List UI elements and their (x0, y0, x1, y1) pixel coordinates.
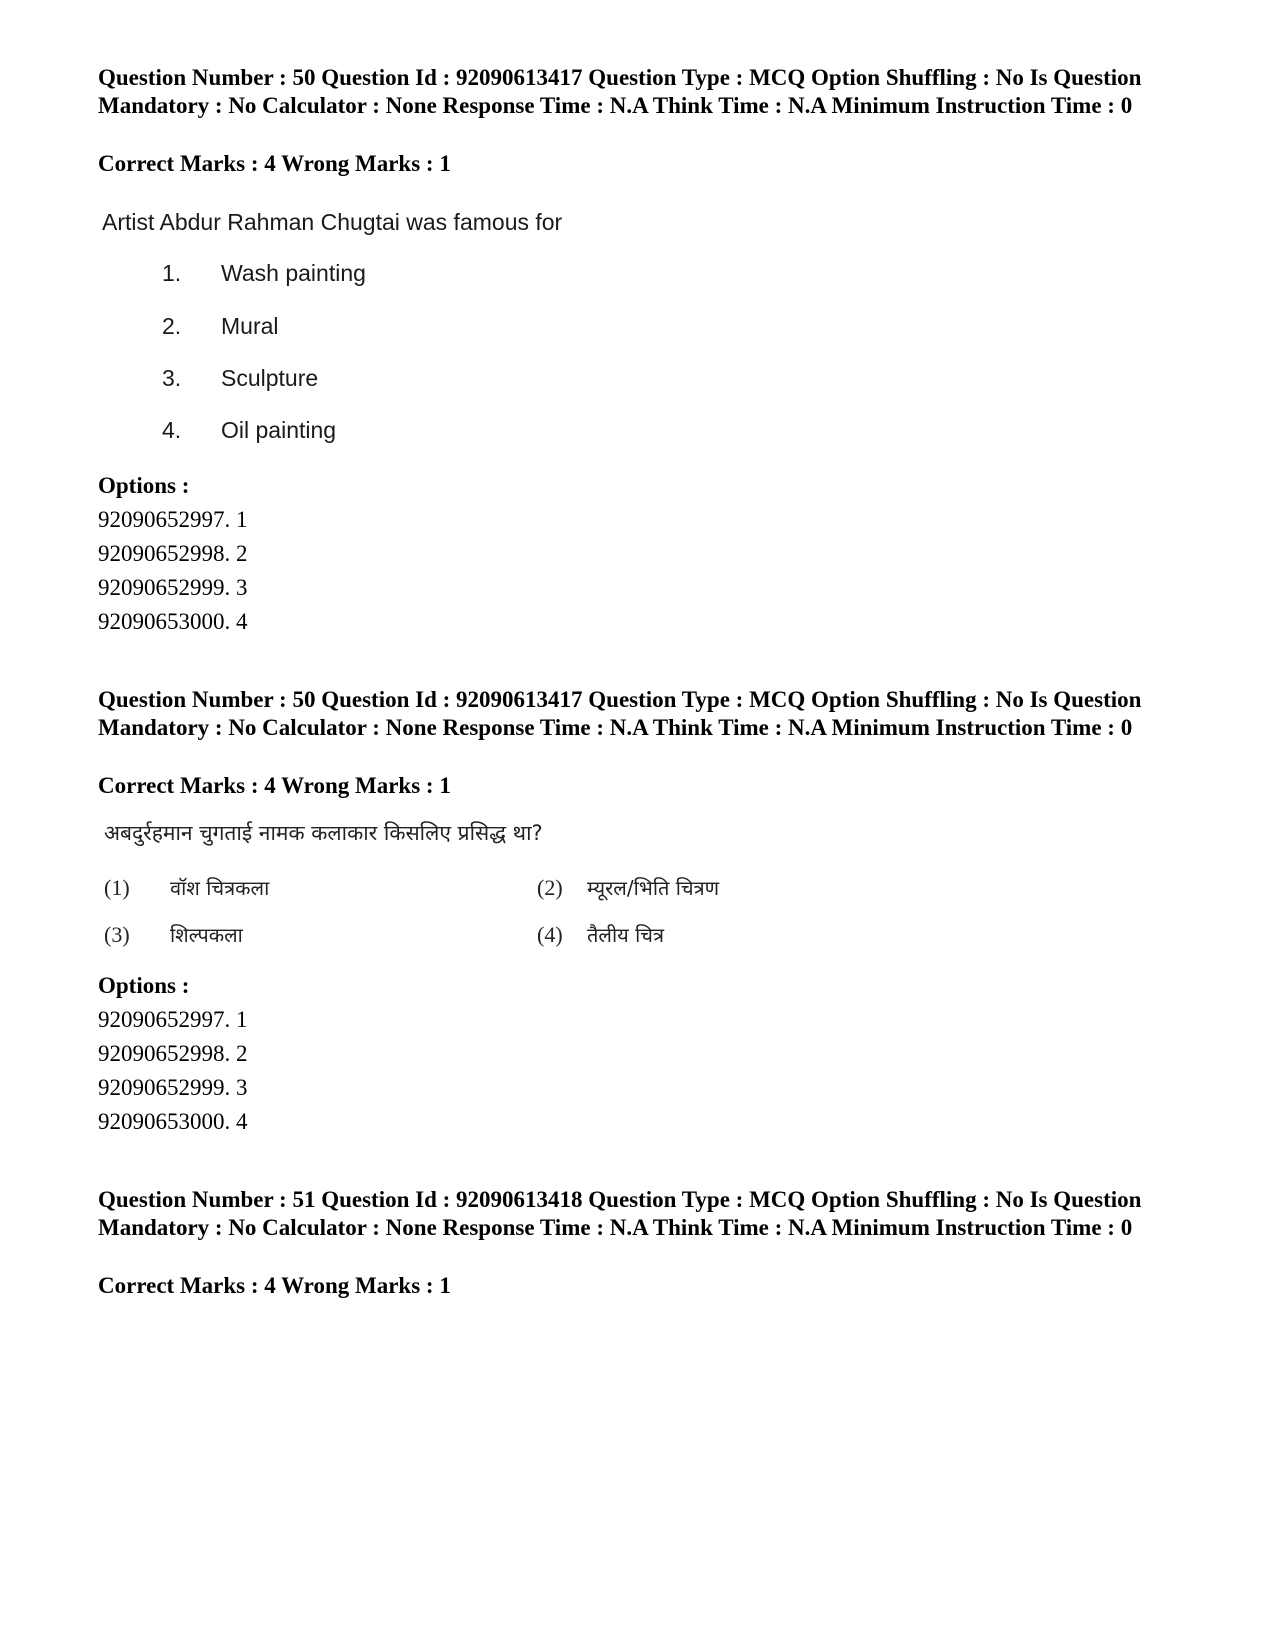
choice-number: (1) (104, 875, 130, 900)
choice-text: Mural (221, 313, 279, 339)
choice-text: तैलीय चित्र (587, 923, 665, 947)
choice-number: 4. (162, 417, 182, 443)
question-meta: Question Number : 50 Question Id : 92090613417 Question Type : MCQ Option Shuffling : No Is Question Mandatory : No Calculator : None Response Time : N.A Think Time : N.A Minimum Instruction Time : 0 (98, 65, 1142, 118)
question-text: Artist Abdur Rahman Chugtai was famous for (102, 209, 563, 235)
option-item: 92090652998. 2 (98, 1041, 248, 1066)
choice-text: Sculpture (221, 365, 319, 391)
choice-number: 3. (162, 365, 182, 391)
choice-text: Wash painting (221, 260, 366, 286)
question-meta: Question Number : 50 Question Id : 92090613417 Question Type : MCQ Option Shuffling : No Is Question Mandatory : No Calculator : None Response Time : N.A Think Time : N.A Minimum Instruction Time : 0 (98, 687, 1142, 740)
question-marks: Correct Marks : 4 Wrong Marks : 1 (98, 773, 451, 798)
choice-text: Oil painting (221, 417, 337, 443)
options-heading: Options : (98, 473, 190, 498)
choice-text: म्यूरल/भिति चित्रण (587, 876, 720, 900)
question-meta: Question Number : 51 Question Id : 92090613418 Question Type : MCQ Option Shuffling : No Is Question Mandatory : No Calculator : None Response Time : N.A Think Time : N.A Minimum Instruction Time : 0 (98, 1187, 1142, 1240)
option-item: 92090653000. 4 (98, 1109, 248, 1134)
option-item: 92090653000. 4 (98, 609, 248, 634)
option-item: 92090652999. 3 (98, 575, 248, 600)
question-text: अबदुर्रहमान चुगताई नामक कलाकार किसलिए प्रसिद्ध था? (104, 821, 543, 845)
option-item: 92090652997. 1 (98, 507, 248, 532)
option-item: 92090652998. 2 (98, 541, 248, 566)
choice-number: (3) (104, 922, 130, 947)
option-item: 92090652999. 3 (98, 1075, 248, 1100)
options-heading: Options : (98, 973, 190, 998)
choice-number: 2. (162, 313, 182, 339)
question-marks: Correct Marks : 4 Wrong Marks : 1 (98, 1273, 451, 1298)
choice-text: शिल्पकला (170, 923, 243, 947)
choice-number: (4) (537, 922, 563, 947)
choice-number: (2) (537, 875, 563, 900)
choice-number: 1. (162, 260, 182, 286)
choice-text: वॉश चित्रकला (170, 876, 270, 900)
question-marks: Correct Marks : 4 Wrong Marks : 1 (98, 151, 451, 176)
option-item: 92090652997. 1 (98, 1007, 248, 1032)
